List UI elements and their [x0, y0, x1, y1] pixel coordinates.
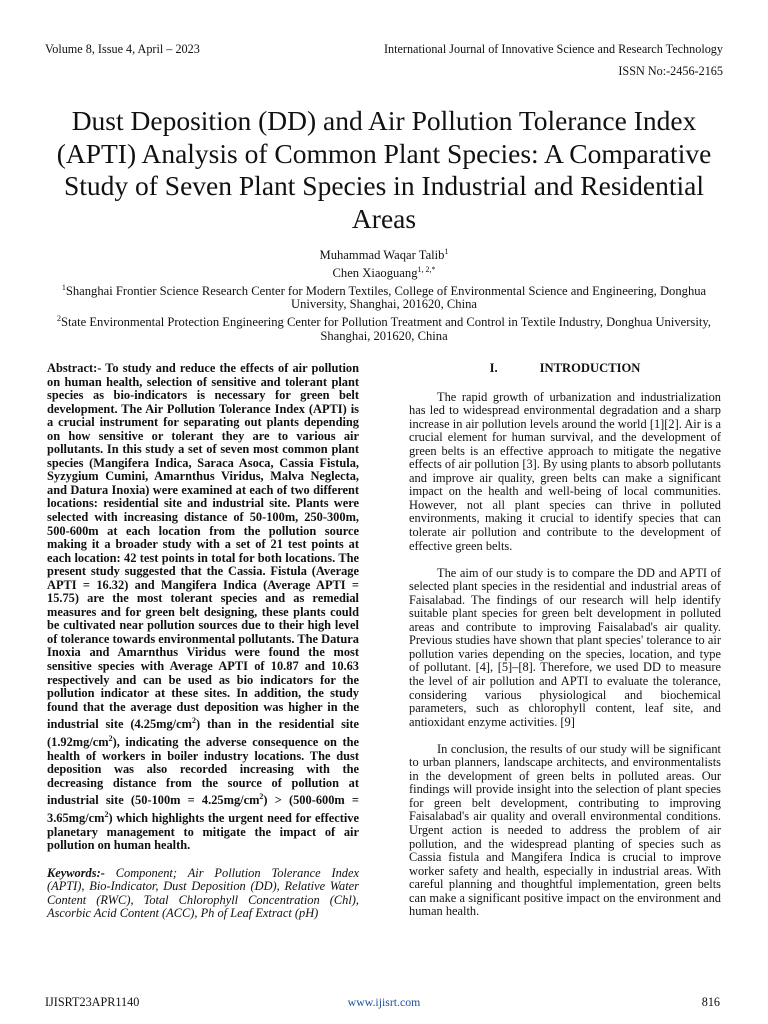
section-number: I.	[489, 361, 498, 375]
section-heading-introduction	[409, 362, 721, 376]
abstract-sup-4: 2	[104, 809, 109, 819]
affiliation-2-sup: 2	[57, 313, 62, 323]
author-block	[40, 245, 728, 343]
article-code: IJISRT23APR1140	[45, 995, 140, 1009]
affiliation-1	[40, 281, 728, 312]
affiliation-1-text: Shanghai Frontier Science Research Center for Modern Textiles, College of Environmental Science and Engineering, Donghua University, Shanghai, 201620, China	[65, 283, 707, 312]
abstract	[47, 362, 359, 853]
keywords-label: Keywords:-	[47, 865, 105, 880]
abstract-text-1: Abstract:- To study and reduce the effects of air pollution on human health, selection of sensitive and tolerant plant species as bio-indicators is necessary for green belt development. The Air Pollution Tolerance Index (APTI) is a crucial instrument for separating out plants depending on how sensitive or tolerant they are to various air pollutants. In this study a set of seven most common plant species (Mangifera Indica, Saraca Asoca, Cassia Fistula, Syzygium Cumini, Amarnthus Viridus, Malva Neglecta, and Datura Inoxia) were examined at each of two different locations: residential site and industrial site. Plants were selected with increasing distance of 50-100m, 250-300m, 500-600m at each location from the pollution source making it a broader study with a set of 21 test points at each location: 42 test points in total for both locations. The present study suggested that the Cassia. Fistula (Average APTI = 16.32) and Mangifera Indica (Average APTI = 15.75) are the most tolerant species and as remedial measures and for green belt designing, these plants could be cultivated near pollution sources due to their high level of tolerance towards environmental pollutants. The Datura Inoxia and Amarnthus Viridus were found the most sensitive species with Average APTI of 10.87 and 10.63 respectively and can be used as bio indicators for the pollution indicator at these sites. In addition, the study found that the average dust deposition was higher in the industrial site (4.25mg/cm	[47, 361, 359, 732]
intro-paragraph-2: The aim of our study is to compare the DD and APTI of selected plant species in the residential and industrial areas of Faisalabad. The findings of our research will help identify suitable plant species for green belt development in polluted areas and contribute to improving Faisalabad's air quality. Previous studies have shown that plant species' tolerance to air pollution varies depending on the species, location, and type of pollutant. [4], [5]–[8]. Therefore, we used DD to measure the level of air pollution and APTI to evaluate the tolerance, considering various physiological and biochemical parameters, such as chlorophyll content, leaf site, and antioxidant enzyme activities. [9]	[409, 565, 721, 729]
journal-website-link[interactable]: www.ijisrt.com	[347, 995, 421, 1009]
abstract-text-4: ) > (500-600m = 3.65mg/cm	[47, 793, 359, 825]
paper-title: Dust Deposition (DD) and Air Pollution Tolerance Index (APTI) Analysis of Common Plant Species: A Comparative Study of Seven Plant Species in Industrial and Residential Areas	[56, 105, 712, 234]
author-1-name: Muhammad Waqar Talib	[319, 248, 445, 263]
keywords	[47, 867, 359, 921]
affiliation-2-text: State Environmental Protection Engineering Center for Pollution Treatment and Control in Textile Industry, Donghua University, Shanghai, 201620, China	[61, 315, 711, 343]
author-2-name: Chen Xiaoguang	[332, 265, 418, 280]
volume-issue: Volume 8, Issue 4, April – 2023	[45, 42, 200, 56]
abstract-text-3: ), indicating the adverse consequence on the health of workers in boiler industry locations. The dust deposition was also recorded increasing with the decreasing distance from the source of pollution at industrial site (50-100m = 4.25mg/cm	[47, 735, 359, 808]
keywords-text: Component; Air Pollution Tolerance Index (APTI), Bio-Indicator, Dust Deposition (DD), Relative Water Content (RWC), Total Chlorophyll Concentration (Chl), Ascorbic Acid Content (ACC), Ph of Leaf Extract (pH)	[47, 865, 359, 921]
author-1	[40, 245, 728, 263]
right-column	[409, 362, 721, 932]
abstract-text-5: ) which highlights the urgent need for effective planetary management to mitigate the impact of air pollution on human health.	[47, 811, 359, 853]
page-number: 816	[701, 995, 720, 1009]
abstract-sup-3: 2	[259, 792, 264, 802]
left-column	[47, 362, 359, 921]
issn-number: ISSN No:-2456-2165	[618, 64, 723, 78]
author-2-sup: 1, 2,*	[417, 264, 436, 274]
author-2	[40, 263, 728, 281]
affiliation-2	[40, 312, 728, 343]
affiliation-1-sup: 1	[61, 282, 66, 292]
author-1-sup: 1	[444, 247, 449, 256]
abstract-text-2: ) than in the residential site (1.92mg/cm	[47, 717, 359, 750]
intro-paragraph-3: In conclusion, the results of our study will be significant to urban planners, landscape architects, and environmentalists in the development of green belts in polluted areas. Our findings will provide insight into the selection of plant species for green belt development, contributing to improving Faisalabad's air quality and overall environmental conditions. Urgent action is needed to address the problem of air pollution, and the widespread planting of species such as Cassia fistula and Mangifera Indica is crucial to improve worker safety and health, especially in industrial areas. With careful planning and thoughtful implementation, green belts can make a significant positive impact on the environment and human health.	[409, 741, 721, 919]
intro-paragraph-1: The rapid growth of urbanization and industrialization has led to widespread environmental degradation and a sharp increase in air pollution levels around the world [1][2]. Air is a crucial element for human survival, and the development of green belts is an effective approach to mitigate the negative effects of air pollution [3]. By using plants to absorb pollutants and improve air quality, green belts can make a significant impact on the health and well-being of local communities. However, not all plant species can thrive in polluted environments, making it crucial to identify species that can tolerate air pollution and contribute to the development of effective green belts.	[409, 389, 721, 553]
section-title: INTRODUCTION	[539, 361, 641, 375]
journal-name: International Journal of Innovative Science and Research Technology	[383, 42, 723, 56]
abstract-sup-1: 2	[191, 716, 196, 726]
abstract-sup-2: 2	[108, 733, 113, 743]
